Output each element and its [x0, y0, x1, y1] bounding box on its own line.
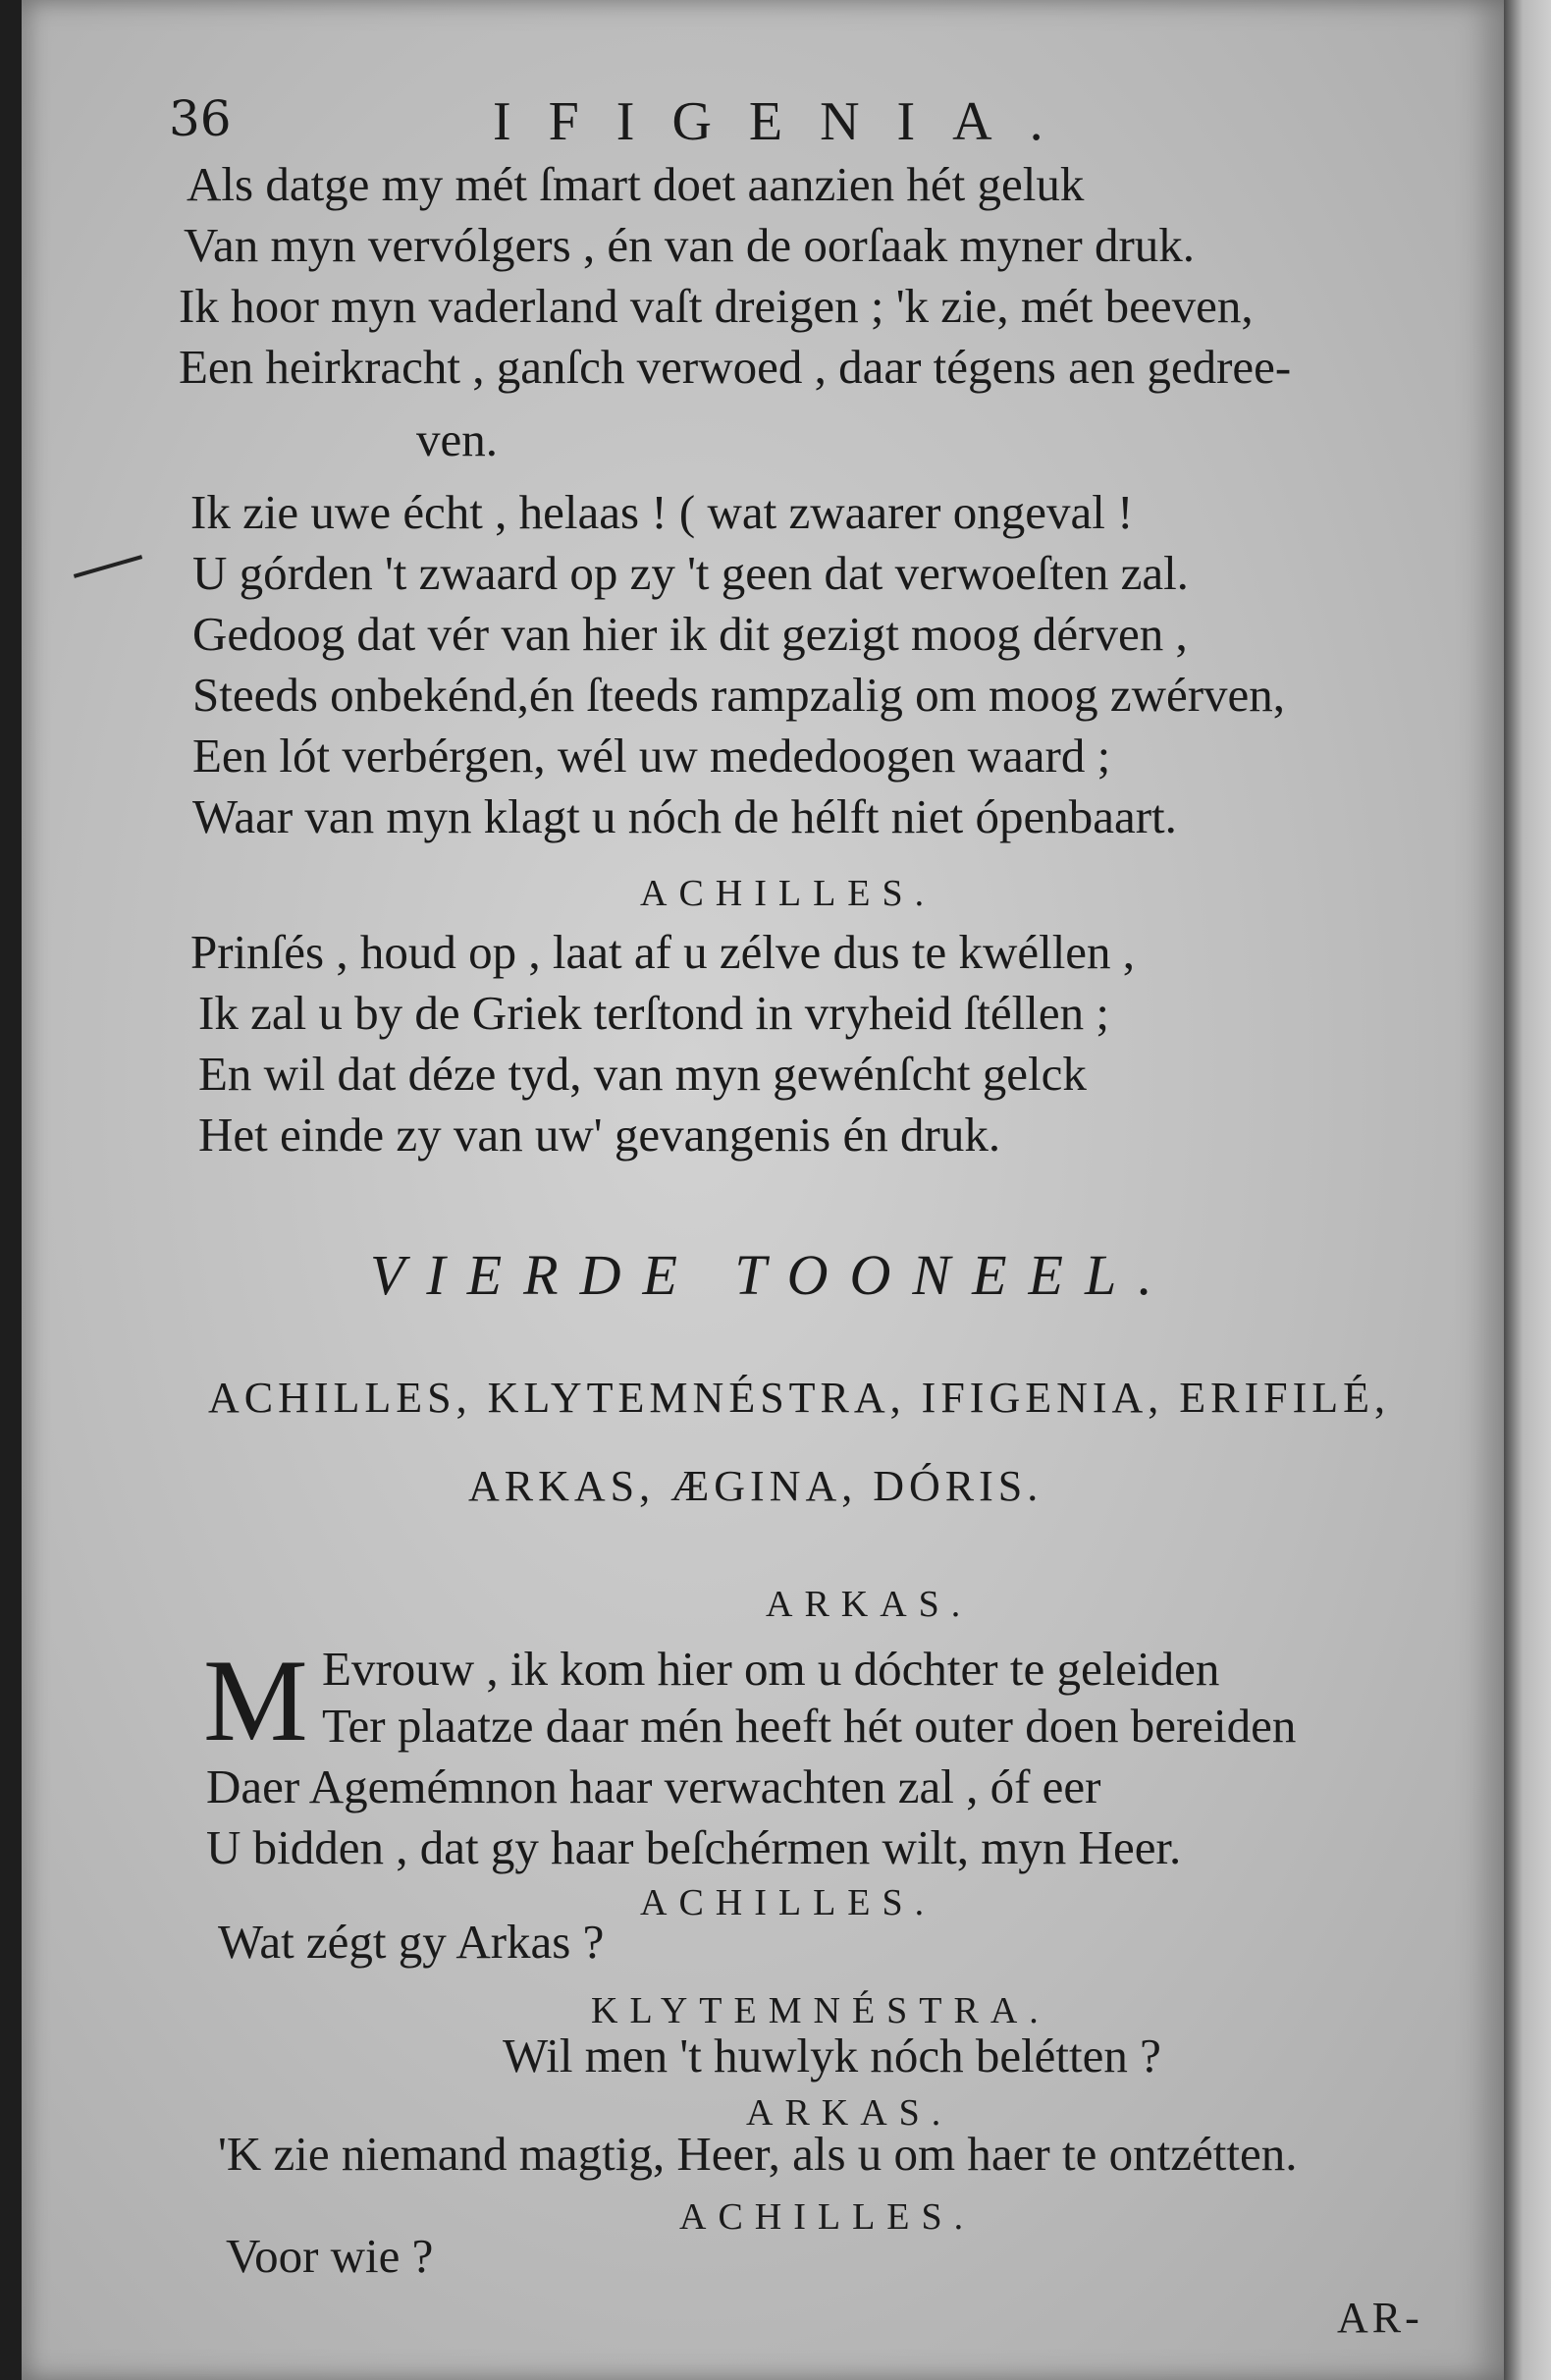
adjacent-page-edge: [1504, 0, 1551, 2380]
cast-line: ARKAS, ÆGINA, DÓRIS.: [468, 1462, 1043, 1510]
page-header: [169, 90, 1347, 159]
running-title: IFIGENIA.: [493, 91, 1081, 152]
speaker-name: ACHILLES.: [640, 873, 936, 914]
page-content: [22, 0, 1504, 2380]
verse-line: Waar van myn klagt u nóch de hélft niet ópenbaart.: [192, 789, 1177, 843]
verse-line: Ter plaatze daar mén heeft hét outer doen bereiden: [322, 1699, 1297, 1753]
verse-line: Gedoog dat vér van hier ik dit gezigt moog dérven ,: [192, 607, 1188, 661]
verse-line: Ik zal u by de Griek terſtond in vryheid ſtéllen ;: [198, 986, 1110, 1040]
verse-line: Een heirkracht , ganſch verwoed , daar tégens aen gedree-: [179, 340, 1292, 394]
verse-line: U bidden , dat gy haar beſchérmen wilt, myn Heer.: [206, 1820, 1182, 1874]
verse-line: Ik zie uwe écht , helaas ! ( wat zwaarer ongeval !: [190, 485, 1134, 539]
speaker-name: ACHILLES.: [640, 1882, 936, 1923]
book-page: [22, 0, 1504, 2380]
verse-line: U górden 't zwaard op zy 't geen dat verwoeſten zal.: [192, 546, 1189, 600]
verse-line: Als datge my mét ſmart doet aanzien hét geluk: [187, 157, 1085, 211]
verse-line: Een lót verbérgen, wél uw mededoogen waard ;: [192, 729, 1111, 783]
speaker-name: ARKAS.: [746, 2092, 953, 2134]
speaker-name: KLYTEMNÉSTRA.: [591, 1990, 1050, 2031]
drop-cap: M: [203, 1635, 308, 1765]
catchword: AR-: [1337, 2294, 1423, 2342]
verse-line: En wil dat déze tyd, van myn gewénſcht gelck: [198, 1047, 1087, 1101]
verse-line: ven.: [416, 412, 498, 466]
cast-line: ACHILLES, KLYTEMNÉSTRA, IFIGENIA, ERIFILÉ,: [208, 1374, 1391, 1422]
verse-line: Steeds onbekénd,én ſteeds rampzalig om moog zwérven,: [192, 668, 1286, 722]
speaker-name: ACHILLES.: [679, 2196, 976, 2238]
verse-line: Voor wie ?: [226, 2229, 434, 2283]
page-number: 36: [169, 90, 232, 147]
verse-line: Ik hoor myn vaderland vaſt dreigen ; 'k zie, mét beeven,: [179, 279, 1254, 333]
scene-heading: VIERDE TOONEEL.: [370, 1243, 1174, 1307]
verse-line: Het einde zy van uw' gevangenis én druk.: [198, 1108, 1001, 1162]
verse-line: Wil men 't huwlyk nóch belétten ?: [503, 2028, 1161, 2082]
speaker-name: ARKAS.: [766, 1584, 973, 1625]
verse-line: 'K zie niemand magtig, Heer, als u om haer te ontzétten.: [218, 2127, 1298, 2181]
verse-line: Daer Agemémnon haar verwachten zal , óf eer: [206, 1759, 1101, 1813]
verse-line: Prinſés , houd op , laat af u zélve dus te kwéllen ,: [190, 925, 1136, 979]
verse-line: Van myn vervólgers , én van de oorſaak myner druk.: [184, 218, 1196, 272]
margin-pen-mark: [74, 555, 142, 578]
verse-line: Wat zégt gy Arkas ?: [218, 1915, 605, 1969]
verse-line: Evrouw , ik kom hier om u dóchter te geleiden: [322, 1642, 1220, 1696]
